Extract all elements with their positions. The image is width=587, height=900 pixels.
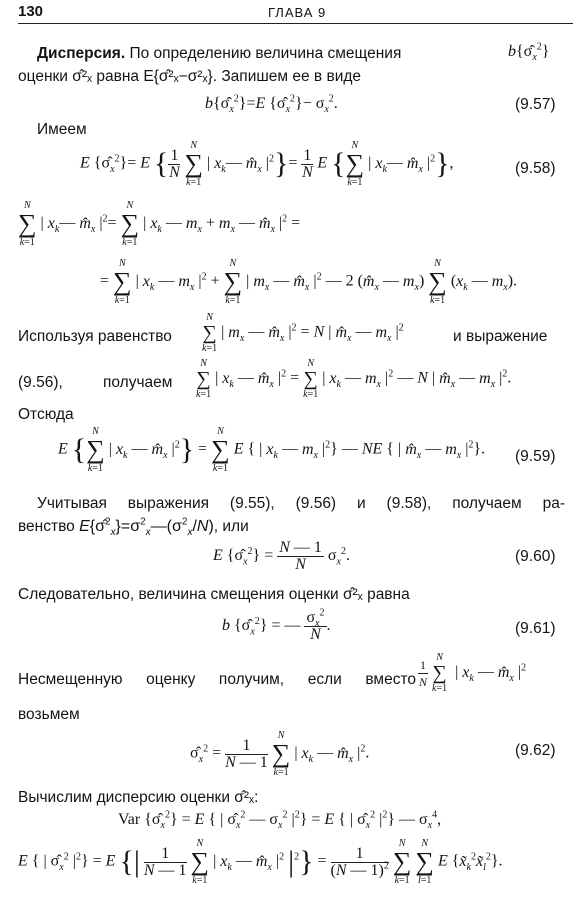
equation-9-58: E $\{\sigmâ_x^2\}= E$ { $\frac{1}{N}$ N ∑ k=1 | $x_k—$ $m̂_x$ $|^2\}=$ $\frac{1}{N}$ E {N ∑ k=1 | $x_k—$ $m̂_x$ $|^2$},	[80, 140, 454, 188]
eq-number-9-59: (9.59)	[515, 448, 556, 465]
para1-line1	[37, 44, 447, 64]
para1-line2: оценки σ̂²ₓ равна E{σ̂²ₓ−σ²ₓ}. Запишем ее в виде	[18, 68, 362, 85]
text-considering-line2	[18, 517, 249, 537]
eq-number-9-58: (9.58)	[515, 160, 556, 177]
text-consequently: Следовательно, величина смещения оценки σ̂²ₓ равна	[18, 586, 410, 603]
equation-9-62: $\sigmâ_x^2$ = $\frac{1}{N — 1}$ N ∑ k=1 | $x_k$ — $m̂_x$ $|^2$.	[190, 730, 370, 778]
inline-equality-1: N ∑ k=1 | $m_x$ — $m̂_x$ $|^2 = N$ | $m̂_x$ — $m_x$ $|^2$	[202, 312, 404, 354]
equation-var-line2: E { | $\sigmâ_x^2$ $|^2\} = E$ {| $\frac{1}{N — 1}$ N ∑ k=1 | $x_k$ — $m̂_x$ $|^2$ $|^2$} = $\frac{1}{(N — 1)^2}$ N ∑ k=1 N ∑ l=1 E $\{x̃_k^2x̃_l^2\}$.	[18, 838, 503, 886]
equation-expansion-line1: N ∑ k=1 | $x_k—$ $m̂_x$ $|^2= N$ ∑ k=1 | $x_k$ — $m_x + m_x$ — $m̂_x$ $|^2$ =	[18, 200, 301, 248]
bias-expression: $b\{\sigmâ_x^2\}$	[508, 41, 550, 64]
eq-number-9-61: (9.61)	[515, 620, 556, 637]
considering-line2-start: венство	[18, 518, 75, 535]
equation-9-57: $b\{\sigmâ_x^2\}=E$ $\{\sigmâ_x^2\}- \sigma_x^2$.	[205, 93, 338, 116]
text-otsyuda: Отсюда	[18, 406, 74, 423]
header-rule	[18, 23, 573, 24]
text-compute-variance: Вычислим дисперсию оценки σ̂²ₓ:	[18, 789, 259, 806]
running-title: ГЛАВА 9	[268, 5, 327, 20]
equation-9-60: E $\{\sigmâ_x^2\}$ = $\frac{N — 1}{N}$ $\sigma_x^2$.	[213, 539, 350, 573]
text-unbiased-start: Несмещенную оценку получим, если вместо	[18, 671, 416, 688]
text-take: возьмем	[18, 706, 80, 723]
considering-line2-end: , или	[213, 518, 249, 535]
inline-equality-2: N ∑ k=1 | $x_k$ — $m̂_x$ $|^2 = N$ ∑ k=1 | $x_k$ — $m_x$ $|^2$ — N | $m̂_x$ — $m_x$ $|^2$.	[196, 358, 512, 400]
para1-line1-text: По определению величина смещения	[129, 45, 402, 62]
equation-9-61: b $\{\sigmâ_x^2\}$ = — $\frac{\sigma_x^2}{N}$ .	[222, 607, 331, 643]
lead-bold: Дисперсия.	[37, 45, 126, 62]
text-eq956-get: получаем	[103, 374, 173, 391]
text-eq956-prefix: (9.56),	[18, 374, 63, 391]
eq-number-9-57: (9.57)	[515, 96, 556, 113]
eq-number-9-60: (9.60)	[515, 548, 556, 565]
inline-sum-unbiased: $\frac{1}{N}$ N ∑ k=1 | $x_k$ — $m̂_x$ $|^2$	[418, 652, 527, 694]
text-using-suffix: и выражение	[453, 328, 548, 345]
eq-number-9-62: (9.62)	[515, 742, 556, 759]
page-number: 130	[18, 3, 44, 20]
text-imeem: Имеем	[37, 121, 87, 138]
equation-expansion-line2: = N ∑ k=1 | $x_k$ — $m_x$ $|^2 + N$ ∑ k=1 | $m_x$ — $m̂_x$ $|^2$ — 2 ($m̂_x$ — $m_x$) N ∑ k=1 ($x_k$ — $m_x$).	[100, 258, 518, 306]
equation-var-line1: Var $\{\sigmâ_x^2\} = E$ { | $\sigmâ_x^2$ — $\sigma_x^2$ $|^2\} = E$ { | $\sigmâ_x^2$ $|^2$} — $\sigma_x^4$,	[118, 809, 442, 832]
text-considering-line1: Учитывая выражения (9.55), (9.56) и (9.58), получаем ра-	[37, 495, 565, 512]
equation-9-59: E {N ∑ k=1 | $x_k$ — $m̂_x$ $|^2\} = N$ ∑ k=1 E { | $x_k$ — $m_x$ $|^2$} — NE { | $m̂_x$ — $m_x$ $|^2$}.	[58, 426, 486, 474]
inline-equality-3: $E\{\sigmâ^2_x\}=\sigma^2_x—(\sigma^2_x/N)$	[79, 516, 214, 539]
text-using-prefix: Используя равенство	[18, 328, 172, 345]
